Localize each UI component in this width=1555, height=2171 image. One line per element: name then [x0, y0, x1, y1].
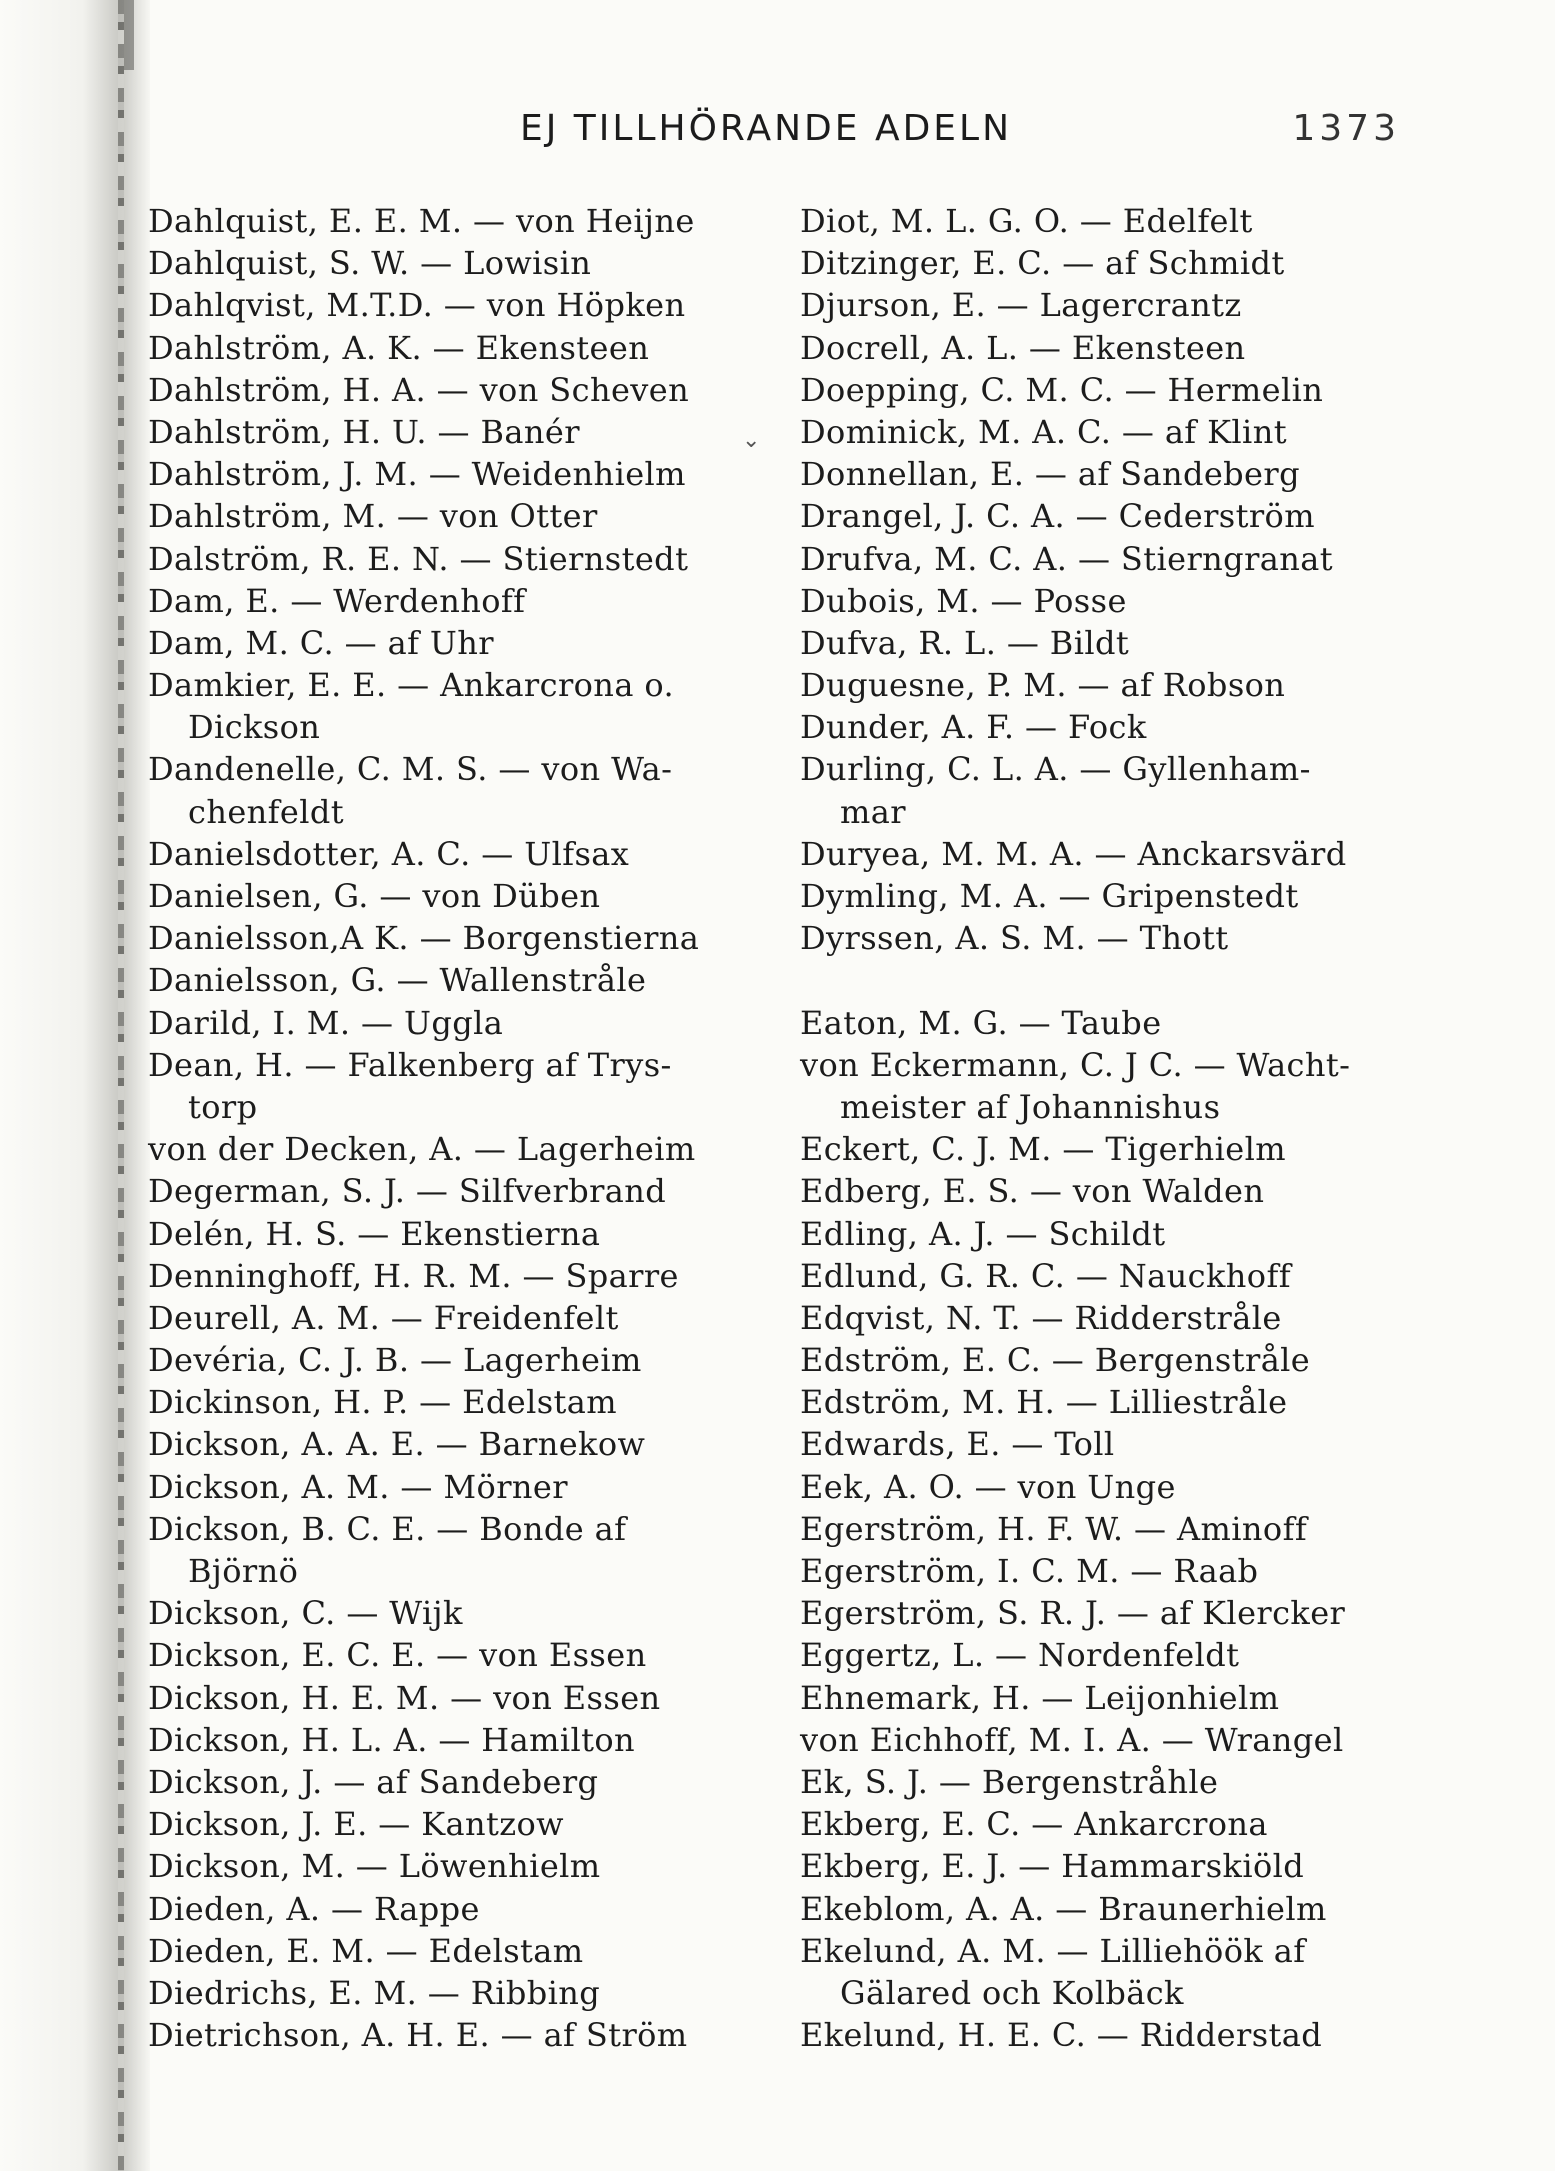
register-entry: Docrell, A. L. — Ekensteen — [800, 328, 1246, 367]
register-entry: Diedrichs, E. M. — Ribbing — [148, 1973, 601, 2012]
register-entry: Egerström, S. R. J. — af Klercker — [800, 1594, 1346, 1633]
register-entry: Dickson, M. — Löwenhielm — [148, 1847, 601, 1886]
register-entry: Eckert, C. J. M. — Tigerhielm — [800, 1130, 1287, 1169]
page-binding-edge — [118, 0, 124, 2171]
register-entry: Eggertz, L. — Nordenfeldt — [800, 1636, 1240, 1675]
register-entry: Doepping, C. M. C. — Hermelin — [800, 370, 1324, 409]
register-entry: Degerman, S. J. — Silfverbrand — [148, 1172, 667, 1211]
register-entry: Dahlström, H. U. — Banér — [148, 412, 580, 451]
entry-continuation: chenfeldt — [188, 792, 345, 831]
register-entry: Dickson, C. — Wijk — [148, 1594, 463, 1633]
entry-continuation: Gälared och Kolbäck — [840, 1973, 1184, 2012]
register-entry: Danielsson, G. — Wallenstråle — [148, 961, 647, 1000]
right-column — [800, 200, 1440, 2056]
header-title: EJ TILLHÖRANDE ADELN — [520, 108, 1013, 149]
page-binding-top — [124, 0, 134, 70]
register-entry: Dickson, B. C. E. — Bonde af — [148, 1509, 627, 1548]
register-entry: Dymling, M. A. — Gripenstedt — [800, 877, 1299, 915]
register-entry: Danielsson,A K. — Borgenstierna — [148, 919, 700, 958]
register-entry: Dickson, H. E. M. — von Essen — [148, 1678, 661, 1717]
section-gap — [800, 959, 1440, 1001]
register-entry: Dickson, E. C. E. — von Essen — [148, 1636, 647, 1675]
register-entry: Eek, A. O. — von Unge — [800, 1467, 1176, 1506]
register-entry: von Eichhoff, M. I. A. — Wrangel — [800, 1720, 1344, 1759]
register-entry: Diot, M. L. G. O. — Edelfelt — [800, 202, 1253, 240]
register-entry: Dickinson, H. P. — Edelstam — [148, 1383, 618, 1422]
register-entry: Dickson, J. E. — Kantzow — [148, 1805, 564, 1844]
entry-continuation: Björnö — [188, 1552, 299, 1590]
register-entry: Dahlquist, S. W. — Lowisin — [148, 244, 592, 283]
register-entry: Delén, H. S. — Ekenstierna — [148, 1214, 601, 1253]
register-entry: Donnellan, E. — af Sandeberg — [800, 455, 1300, 494]
register-entry: Dalström, R. E. N. — Stiernstedt — [148, 539, 689, 578]
entry-continuation: Dickson — [188, 708, 321, 747]
register-entry: Edlund, G. R. C. — Nauckhoff — [800, 1256, 1291, 1295]
page-number: 1373 — [1292, 108, 1400, 149]
register-entry: Dickson, J. — af Sandeberg — [148, 1762, 599, 1801]
register-entry: Edling, A. J. — Schildt — [800, 1214, 1166, 1253]
register-entry: Dieden, E. M. — Edelstam — [148, 1931, 584, 1970]
register-entry: Ek, S. J. — Bergenstråhle — [800, 1762, 1219, 1801]
register-entry: Dubois, M. — Posse — [800, 581, 1127, 620]
register-entry: Drangel, J. C. A. — Cederström — [800, 497, 1315, 536]
register-entry: Dahlström, A. K. — Ekensteen — [148, 328, 650, 367]
register-entry: Dyrssen, A. S. M. — Thott — [800, 919, 1229, 958]
register-entry: Drufva, M. C. A. — Stierngranat — [800, 539, 1333, 578]
entry-continuation: mar — [840, 792, 906, 831]
register-entry: Deurell, A. M. — Freidenfelt — [148, 1298, 619, 1337]
register-entry: Denninghoff, H. R. M. — Sparre — [148, 1256, 679, 1295]
register-entry: Dickson, H. L. A. — Hamilton — [148, 1720, 636, 1759]
page-gutter-shadow — [0, 0, 150, 2171]
register-entry: Egerström, I. C. M. — Raab — [800, 1552, 1259, 1590]
register-entry: Darild, I. M. — Uggla — [148, 1003, 504, 1042]
register-entry: Djurson, E. — Lagercrantz — [800, 286, 1242, 325]
register-entry: Dam, M. C. — af Uhr — [148, 623, 494, 662]
register-entry: Ekelund, A. M. — Lilliehöök af — [800, 1931, 1306, 1970]
entry-continuation: torp — [188, 1087, 258, 1126]
left-column — [148, 200, 788, 2056]
register-entry: Dahlquist, E. E. M. — von Heijne — [148, 202, 695, 240]
running-header — [520, 108, 1400, 158]
register-entry: Edström, M. H. — Lilliestråle — [800, 1383, 1288, 1422]
register-entry: Ekberg, E. C. — Ankarcrona — [800, 1805, 1268, 1844]
register-entry: Dunder, A. F. — Fock — [800, 708, 1147, 747]
register-entry: Dahlström, H. A. — von Scheven — [148, 370, 690, 409]
register-entry: Ekelund, H. E. C. — Ridderstad — [800, 2016, 1323, 2055]
register-entry: Damkier, E. E. — Ankarcrona o. — [148, 666, 675, 705]
register-entry: von Eckermann, C. J C. — Wacht- — [800, 1045, 1351, 1084]
margin-mark: ⌄ — [742, 428, 761, 453]
register-entry: Dickson, A. A. E. — Barnekow — [148, 1425, 646, 1464]
register-entry: Duguesne, P. M. — af Robson — [800, 666, 1286, 705]
register-entry: Durling, C. L. A. — Gyllenham- — [800, 750, 1311, 789]
register-entry: Ehnemark, H. — Leijonhielm — [800, 1678, 1280, 1717]
register-entry: Ekeblom, A. A. — Braunerhielm — [800, 1889, 1327, 1928]
register-entry: Dahlström, J. M. — Weidenhielm — [148, 455, 686, 494]
register-entry: Edberg, E. S. — von Walden — [800, 1172, 1265, 1211]
register-entry: Dieden, A. — Rappe — [148, 1889, 480, 1928]
register-entry: Edwards, E. — Toll — [800, 1425, 1115, 1464]
register-entry: Devéria, C. J. B. — Lagerheim — [148, 1341, 642, 1380]
register-entry: Dandenelle, C. M. S. — von Wa- — [148, 750, 673, 789]
register-entry: Danielsdotter, A. C. — Ulfsax — [148, 834, 630, 873]
register-entry: Dean, H. — Falkenberg af Trys- — [148, 1045, 672, 1084]
register-entry: Dahlström, M. — von Otter — [148, 497, 598, 536]
register-entry: Egerström, H. F. W. — Aminoff — [800, 1509, 1308, 1548]
register-entry: Duryea, M. M. A. — Anckarsvärd — [800, 834, 1347, 873]
register-entry: Danielsen, G. — von Düben — [148, 877, 601, 915]
entry-continuation: meister af Johannishus — [840, 1087, 1221, 1126]
register-entry: Dietrichson, A. H. E. — af Ström — [148, 2016, 688, 2055]
register-entry: Dam, E. — Werdenhoff — [148, 581, 526, 620]
register-entry: von der Decken, A. — Lagerheim — [148, 1130, 696, 1169]
register-entry: Dahlqvist, M.T.D. — von Höpken — [148, 286, 686, 325]
register-entry: Edqvist, N. T. — Ridderstråle — [800, 1298, 1282, 1337]
register-entry: Eaton, M. G. — Taube — [800, 1003, 1162, 1042]
register-entry: Ditzinger, E. C. — af Schmidt — [800, 244, 1285, 283]
register-entry: Dufva, R. L. — Bildt — [800, 623, 1130, 662]
register-entry: Ekberg, E. J. — Hammarskiöld — [800, 1847, 1305, 1886]
register-entry: Dominick, M. A. C. — af Klint — [800, 412, 1287, 451]
register-entry: Dickson, A. M. — Mörner — [148, 1467, 568, 1506]
register-entry: Edström, E. C. — Bergenstråle — [800, 1341, 1311, 1380]
